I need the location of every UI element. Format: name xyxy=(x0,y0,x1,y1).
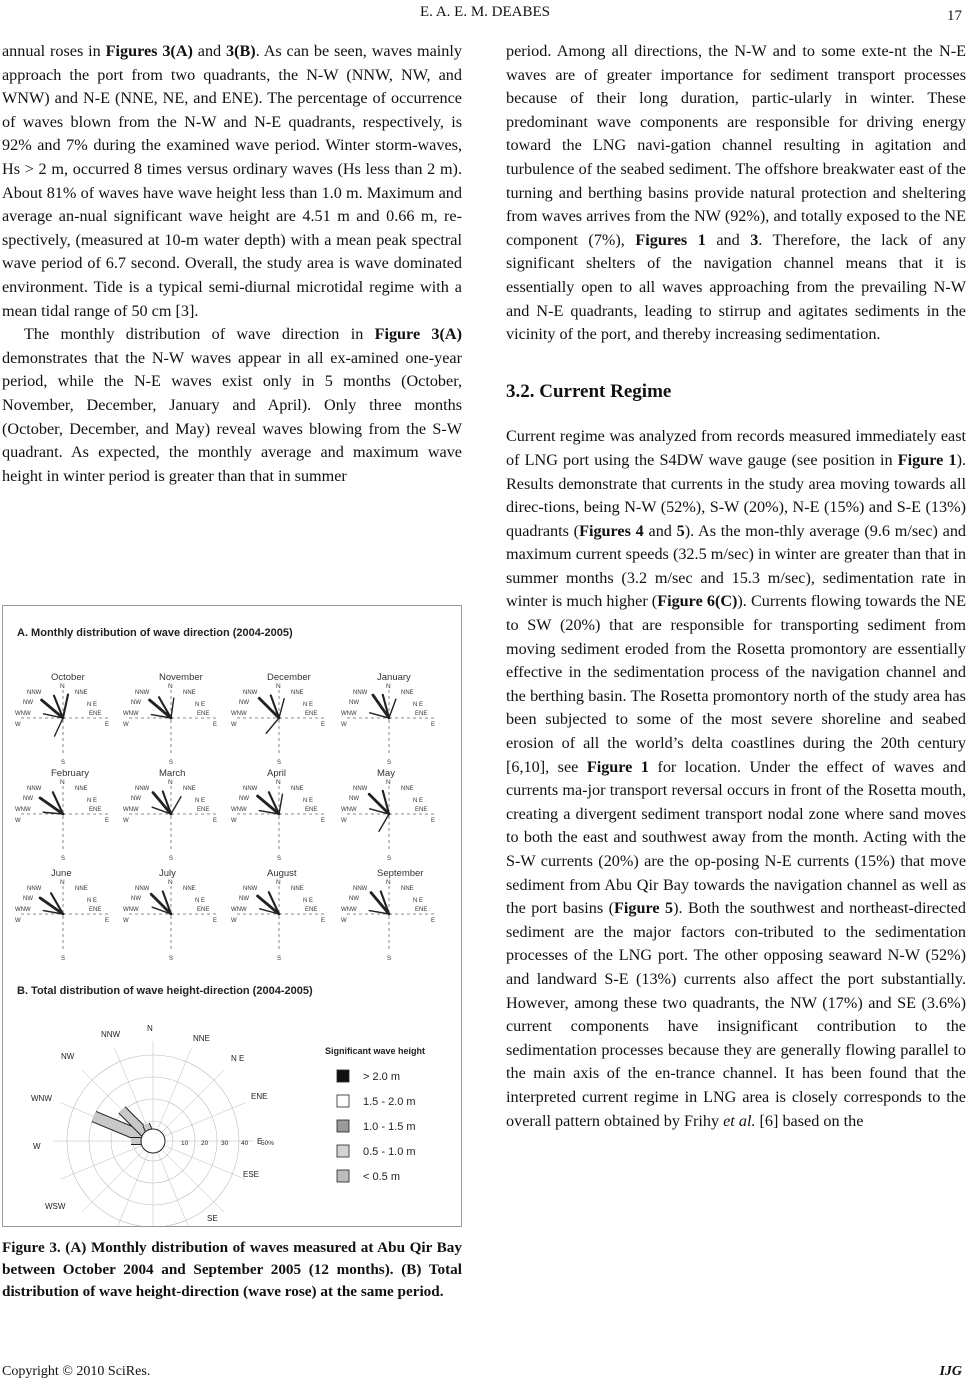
rose-direction-label: SE xyxy=(207,1214,218,1223)
rose-spoke xyxy=(153,1103,245,1141)
rose-label: N E xyxy=(303,702,314,708)
figure-reference: 3 xyxy=(750,230,759,249)
rose-label: NNW xyxy=(353,786,368,792)
rose-label: S xyxy=(169,856,174,862)
rose-label: E xyxy=(321,818,326,824)
text-run: and xyxy=(643,521,677,540)
text-run: ). Both the southwest and northeast-directed sediment are the major factors con-tributed to the sedimentation processes of the LNG port. The other opposing seaward N-W (52%) and landward S-E (13%) currents also affect the port substantially. However, among these two quadrants, the NW (17%) and SE (3.6%) current components have insignificant contribution to the sedimentation processes because they are generally flowing parallel to the main axis of the en-trance channel. It has been found that the interpreted current regime in LNG area is closely corresponds to the overall pattern obtained by Frihy xyxy=(506,899,966,1130)
legend-label: 1.5 - 2.0 m xyxy=(363,1096,416,1108)
rose-label: W xyxy=(341,918,347,924)
figure-3-graphic xyxy=(3,606,461,1226)
rose-label: NNW xyxy=(353,690,368,696)
rose-label: NNW xyxy=(27,786,42,792)
rose-label: WNW xyxy=(231,807,247,813)
rose-label: ENE xyxy=(415,907,428,913)
rose-label: WNW xyxy=(341,807,357,813)
rose-direction-label: W xyxy=(33,1142,41,1151)
wave-direction-ray xyxy=(379,814,389,831)
rose-label: S xyxy=(61,760,66,766)
running-head-author: E. A. E. M. DEABES xyxy=(419,4,550,20)
rose-label: N xyxy=(386,779,391,786)
rose-label: S xyxy=(387,956,392,962)
rose-label: N E xyxy=(195,898,206,904)
rose-label: N xyxy=(276,683,281,690)
rose-label: NNE xyxy=(183,786,196,792)
rose-label: NW xyxy=(239,700,249,706)
legend-swatch xyxy=(337,1120,349,1132)
rose-label: E xyxy=(213,722,218,728)
rose-label: E xyxy=(105,818,110,824)
rose-label: W xyxy=(123,722,129,728)
paragraph xyxy=(2,323,462,488)
rose-direction-label: ESE xyxy=(243,1170,260,1179)
month-label: April xyxy=(267,768,287,779)
month-label: February xyxy=(51,768,90,779)
rose-label: NNW xyxy=(27,886,42,892)
rose-direction-label: ENE xyxy=(251,1092,268,1101)
rose-label: NW xyxy=(23,896,33,902)
paragraph xyxy=(506,425,966,1133)
rose-label: WNW xyxy=(15,711,31,717)
legend-label: 1.0 - 1.5 m xyxy=(363,1121,416,1133)
rose-direction-label: E xyxy=(257,1137,263,1146)
legend-label: 0.5 - 1.0 m xyxy=(363,1146,416,1158)
rose-label: NNW xyxy=(243,886,258,892)
text-run: and xyxy=(192,42,227,60)
wave-direction-ray xyxy=(159,697,171,718)
right-column xyxy=(506,40,966,1133)
rose-label: N xyxy=(60,683,65,690)
rose-label: W xyxy=(15,818,21,824)
rose-label: E xyxy=(321,722,326,728)
wave-direction-ray xyxy=(389,699,396,718)
rose-label: NNE xyxy=(75,786,88,792)
month-label: December xyxy=(267,672,311,683)
rose-label: W xyxy=(123,818,129,824)
rose-label: WNW xyxy=(341,711,357,717)
rose-scale-label: 40 xyxy=(241,1140,249,1147)
rose-label: N E xyxy=(303,798,314,804)
rose-label: NNE xyxy=(291,690,304,696)
figure-reference: Figure 6(C) xyxy=(657,592,738,611)
rose-scale-label: 50% xyxy=(261,1140,275,1147)
month-label: November xyxy=(159,672,203,683)
month-label: January xyxy=(377,672,411,683)
rose-label: NW xyxy=(23,796,33,802)
wave-direction-ray xyxy=(279,699,284,718)
rose-direction-label: WNW xyxy=(31,1094,52,1103)
month-label: June xyxy=(51,868,72,879)
rose-label: E xyxy=(105,722,110,728)
rose-label: WNW xyxy=(341,907,357,913)
month-label: August xyxy=(267,868,297,879)
figure-reference: Figure 1 xyxy=(586,757,649,776)
rose-label: ENE xyxy=(197,711,210,717)
text-run: . As can be seen, waves mainly approach the port from two quadrants, the N-W (NNW, NW, and WNW) and N-E (NNE, NE, and ENE). The percentage of occurrence of waves blown from the N-W and N-E quadrants, respectively, is 92% and 7% during the examined wave period. Winter storm-waves, Hs > 2 m, occurred 8 times versus ordinary waves (Hs less than 2 m). About 81% of waves have wave height less than 1.0 m. Maximum and average an-nual significant wave height are 4.51 m and 0.66 m, re-spectively, (measured at 10-m water depth) with a mean peak spectral wave period of 6.7 second. Overall, the study area is wave dominated environment. Tide is a typical semi-diurnal microtidal regime with a mean tidal range of 50 cm [3]. xyxy=(2,42,462,320)
journal-abbrev: IJG xyxy=(939,1364,962,1379)
rose-label: N E xyxy=(87,798,98,804)
rose-label: NW xyxy=(23,700,33,706)
rose-label: S xyxy=(277,760,282,766)
rose-direction-label: NW xyxy=(61,1052,75,1061)
rose-label: S xyxy=(277,856,282,862)
figure-reference: 5 xyxy=(676,521,685,540)
paragraph xyxy=(2,40,462,323)
rose-label: NNE xyxy=(183,886,196,892)
rose-label: NNW xyxy=(135,886,150,892)
legend-title: Significant wave height xyxy=(325,1046,426,1056)
rose-label: NNE xyxy=(75,690,88,696)
wave-direction-ray xyxy=(55,718,63,736)
rose-label: S xyxy=(169,956,174,962)
rose-label: E xyxy=(213,818,218,824)
wave-direction-ray xyxy=(63,695,68,718)
rose-label: ENE xyxy=(305,711,318,717)
text-run: ). Results demonstrate that currents in the study area moving towards all direc-tions, being N-W (52%), S-W (20%), N-E (15%) and S-E (13%) quadrants ( xyxy=(506,450,967,540)
rose-label: ENE xyxy=(197,807,210,813)
rose-label: E xyxy=(431,722,436,728)
panel-b-title: B. Total distribution of wave height-direction (2004-2005) xyxy=(17,985,313,997)
figure-3 xyxy=(2,605,462,1227)
month-label: May xyxy=(377,768,395,779)
rose-label: N E xyxy=(195,798,206,804)
rose-label: ENE xyxy=(89,711,102,717)
legend-swatch xyxy=(337,1170,349,1182)
text-run: ). Currents flowing towards the NE to SW (20%) that are responsible for transporting sediment from moving sediment eroded from the Rosetta promontory are essentially effective in the sedimentation process of the navigation channel and the berthing basin. The Rosetta promontory north of the study area has been subjected to some of the most severe shoreline and seabed erosion of all the world’s delta coastlines during the 20th century [6,10], see xyxy=(506,592,966,776)
legend-swatch xyxy=(337,1145,349,1157)
rose-label: N xyxy=(168,683,173,690)
rose-label: NW xyxy=(349,896,359,902)
rose-spoke xyxy=(153,1070,224,1141)
rose-label: NNE xyxy=(291,786,304,792)
rose-label: W xyxy=(231,818,237,824)
text-run: demonstrates that the N-W waves appear in all ex-amined one-year period, while the N-E waves exist only in 5 months (October, November, December, January and April). Only three months (October, December, and May) reveal waves blowing from the S-W quadrant. As expected, the monthly average and maximum wave height in winter period is greater than that in summer xyxy=(2,348,462,485)
rose-label: NNW xyxy=(27,690,42,696)
rose-label: N E xyxy=(303,898,314,904)
section-heading: 3.2. Current Regime xyxy=(506,380,672,402)
rose-scale-label: 20 xyxy=(201,1140,209,1147)
rose-label: WNW xyxy=(231,907,247,913)
rose-label: N xyxy=(168,879,173,886)
rose-label: NNE xyxy=(401,886,414,892)
rose-label: W xyxy=(15,722,21,728)
rose-label: NNW xyxy=(243,690,258,696)
text-run: The monthly distribution of wave direction in xyxy=(24,325,375,344)
rose-label: E xyxy=(431,818,436,824)
text-run: Current regime was analyzed from records measured immediately east of LNG port using the S4DW wave gauge (see position in xyxy=(506,427,966,469)
rose-label: W xyxy=(341,722,347,728)
rose-spoke xyxy=(153,1141,191,1226)
text-run: ). As the mon-thly average (9.6 m/sec) and maximum current speeds (32.5 m/sec) in winter are greater than that in summer months (3.2 m/sec and 15.3 m/sec), sedimentation rate in winter is much higher ( xyxy=(506,521,967,611)
legend-label: < 0.5 m xyxy=(363,1171,400,1183)
rose-direction-label: N xyxy=(147,1024,153,1033)
rose-direction-label: N E xyxy=(231,1054,245,1063)
page-number: 17 xyxy=(947,8,962,24)
rose-label: N E xyxy=(413,798,424,804)
paragraph xyxy=(506,40,966,347)
rose-label: N xyxy=(60,879,65,886)
rose-spoke xyxy=(61,1141,153,1179)
rose-label: NNE xyxy=(401,690,414,696)
rose-label: E xyxy=(105,918,110,924)
rose-label: S xyxy=(387,760,392,766)
rose-label: N xyxy=(168,779,173,786)
rose-label: W xyxy=(15,918,21,924)
rose-label: ENE xyxy=(89,807,102,813)
legend-swatch xyxy=(337,1070,349,1082)
rose-label: N xyxy=(276,779,281,786)
page-footer xyxy=(0,1364,970,1384)
wave-direction-ray xyxy=(266,718,279,733)
rose-label: W xyxy=(231,722,237,728)
figure-reference: Figure 1 xyxy=(897,450,957,469)
rose-label: W xyxy=(123,918,129,924)
page-header xyxy=(0,4,970,26)
rose-center xyxy=(141,1129,165,1153)
rose-label: S xyxy=(387,856,392,862)
rose-label: WNW xyxy=(15,807,31,813)
rose-label: NW xyxy=(349,700,359,706)
legend-label: > 2.0 m xyxy=(363,1071,400,1083)
figure-reference: Figure 5 xyxy=(614,899,674,918)
rose-spoke xyxy=(82,1141,153,1212)
wave-direction-ray xyxy=(279,794,282,814)
figure-reference: Figures 4 xyxy=(579,521,644,540)
figure-reference: Figures 1 xyxy=(635,230,706,249)
rose-spoke xyxy=(153,1049,191,1141)
rose-label: NW xyxy=(131,796,141,802)
rose-label: W xyxy=(231,918,237,924)
rose-label: W xyxy=(341,818,347,824)
rose-label: NNW xyxy=(135,786,150,792)
wave-direction-ray xyxy=(171,797,181,814)
copyright-notice: Copyright © 2010 SciRes. xyxy=(2,1364,151,1379)
rose-direction-label: WSW xyxy=(45,1202,66,1211)
text-run: et al. xyxy=(723,1111,756,1130)
figure-caption: Figure 3. (A) Monthly distribution of waves measured at Abu Qir Bay between October 2004 and September 2005 (12 months). (B) Total distribution of wave height-direction (wave rose) at the same period. xyxy=(2,1239,462,1300)
rose-label: S xyxy=(61,856,66,862)
rose-label: NW xyxy=(131,700,141,706)
rose-label: E xyxy=(321,918,326,924)
rose-label: N E xyxy=(87,898,98,904)
legend-swatch xyxy=(337,1095,349,1107)
text-run: and xyxy=(705,230,751,249)
text-run: period. Among all directions, the N-W and to some exte-nt the N-E waves are of greater importance for sediment transport processes because of their long duration, partic-ularly in winter. These predominant wave components are responsible for driving energy toward the LNG navi-gation channel resulting in agitation and turbulence of the seabed sediment. The offshore breakwater east of the turning and berthing basins provide natural protection and sheltering from waves arrives from the NW (92%), and totally exposed to the NE component (7%), xyxy=(506,42,966,249)
rose-label: WNW xyxy=(123,807,139,813)
rose-direction-label: NNW xyxy=(101,1030,121,1039)
rose-label: NNW xyxy=(353,886,368,892)
rose-label: NW xyxy=(239,896,249,902)
rose-label: S xyxy=(61,956,66,962)
figure-reference: Figure 3(A) xyxy=(374,325,462,344)
rose-label: S xyxy=(169,760,174,766)
rose-label: N xyxy=(60,779,65,786)
rose-label: ENE xyxy=(305,907,318,913)
rose-label: NNE xyxy=(401,786,414,792)
rose-label: N xyxy=(386,879,391,886)
text-run: . Therefore, the lack of any significant shelters of the navigation channel means that it is essentially open to all waves approaching from the prevailing N-W and N-E quadrants, leading to stirrup and agitates sediments in the vicinity of the port, and thereby increasing sedimentation. xyxy=(506,230,967,344)
rose-label: S xyxy=(277,956,282,962)
rose-label: WNW xyxy=(231,711,247,717)
rose-label: NNE xyxy=(183,690,196,696)
text-run: [6] based on the xyxy=(755,1111,864,1130)
rose-label: ENE xyxy=(197,907,210,913)
text-run: annual roses in xyxy=(2,42,106,60)
rose-label: ENE xyxy=(415,711,428,717)
rose-label: N E xyxy=(413,702,424,708)
rose-label: E xyxy=(431,918,436,924)
rose-label: NNE xyxy=(75,886,88,892)
panel-a-title: A. Monthly distribution of wave direction (2004-2005) xyxy=(17,627,293,639)
month-label: July xyxy=(159,868,176,879)
rose-label: N xyxy=(276,879,281,886)
rose-label: N E xyxy=(413,898,424,904)
rose-label: ENE xyxy=(415,807,428,813)
rose-label: WNW xyxy=(15,907,31,913)
rose-label: NW xyxy=(349,796,359,802)
left-column xyxy=(2,40,462,488)
rose-label: WNW xyxy=(123,907,139,913)
rose-direction-label: NNE xyxy=(193,1034,210,1043)
month-label: September xyxy=(377,868,424,879)
rose-label: ENE xyxy=(305,807,318,813)
month-label: October xyxy=(51,672,85,683)
figure-reference: 3(B) xyxy=(226,42,256,60)
month-label: March xyxy=(159,768,186,779)
rose-label: NNW xyxy=(243,786,258,792)
rose-scale-label: 10 xyxy=(181,1140,189,1147)
rose-label: WNW xyxy=(123,711,139,717)
rose-label: NW xyxy=(131,896,141,902)
rose-label: N E xyxy=(87,702,98,708)
figure-reference: Figures 3(A) xyxy=(105,42,193,60)
rose-spoke xyxy=(115,1141,153,1226)
rose-label: NNE xyxy=(291,886,304,892)
wave-direction-ray xyxy=(171,698,174,718)
rose-spoke xyxy=(153,1141,224,1212)
rose-scale-label: 30 xyxy=(221,1140,229,1147)
rose-spoke xyxy=(153,1141,245,1179)
rose-label: E xyxy=(213,918,218,924)
rose-label: ENE xyxy=(89,907,102,913)
rose-label: N E xyxy=(195,702,206,708)
rose-label: NNW xyxy=(135,690,150,696)
text-run: for location. Under the effect of waves and currents ma-jor transport reversal occurs in front of the Rosetta mouth, creating a divergent sediment transport nodal zone where sand moves to both the east and southwest away from the month. Acting with the S-W currents (20%) are the op-posing N-E currents (15%) that move sediment from Abu Qir Bay towards the navigation channel as well as the port basins ( xyxy=(506,757,966,918)
rose-label: NW xyxy=(239,796,249,802)
rose-label: N xyxy=(386,683,391,690)
